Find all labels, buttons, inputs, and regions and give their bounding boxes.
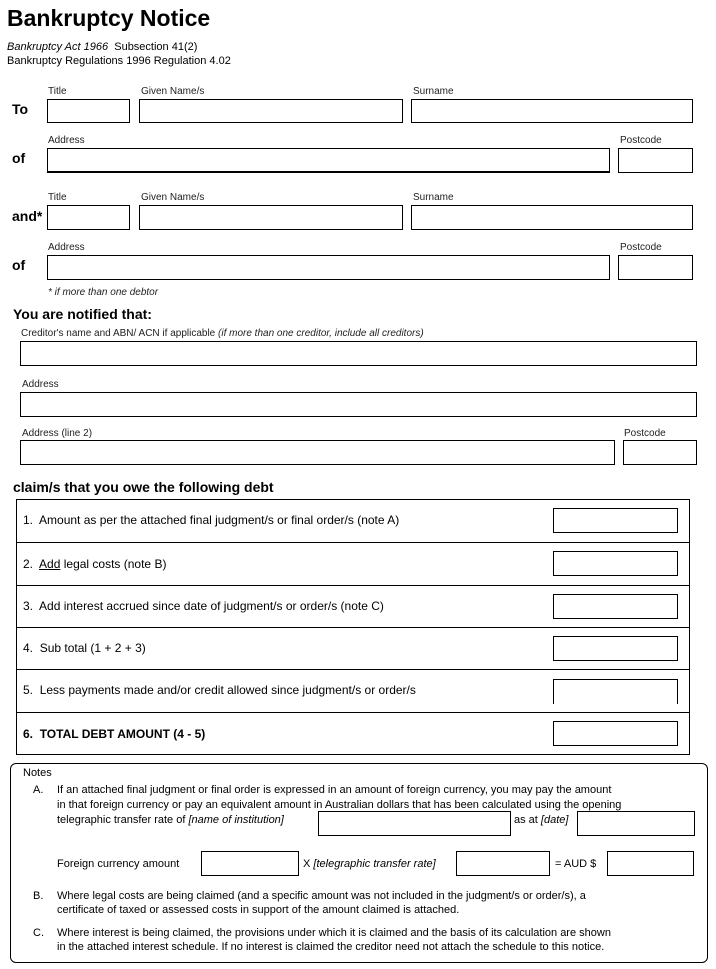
row-num: 6. [23,727,34,741]
times-text: X [303,858,314,870]
row-text: legal costs (note B) [60,557,167,571]
foreign-amount-label: Foreign currency amount [57,858,180,870]
notes-heading: Notes [23,767,52,779]
of-label: of [12,257,26,273]
surname-label: Surname [413,192,454,203]
postcode-label: Postcode [620,242,662,253]
row-label [23,513,399,527]
row-text: TOTAL DEBT AMOUNT (4 - 5) [39,727,206,741]
institution-field[interactable] [318,811,511,836]
table-row [17,669,689,712]
address-label: Address [48,135,85,146]
row-label [23,727,205,741]
address-label: Address [48,242,85,253]
creditor-name-field[interactable] [20,341,697,366]
act-subsection: Subsection 41(2) [114,41,198,53]
debtor1-surname-field[interactable] [411,99,693,123]
and-label: and* [12,208,43,224]
row-num: 1. [23,513,34,527]
debtor2-address-field[interactable] [47,255,610,280]
transfer-rate-placeholder: [telegraphic transfer rate] [313,858,436,870]
regs-line: Bankruptcy Regulations 1996 Regulation 4.02 [7,55,231,67]
table-row [17,499,689,542]
note-a-letter: A. [33,784,44,796]
note-a-line3-text: telegraphic transfer rate of [57,814,189,826]
row-label [23,557,166,571]
row-label [23,599,384,613]
debt-table [16,499,690,755]
row-text-underlined: Add [39,557,61,571]
institution-placeholder: [name of institution] [188,814,284,826]
note-a-line1: If an attached final judgment or final order is expressed in an amount of foreign currency, you may pay the amount [57,784,612,796]
creditor-address-field[interactable] [20,392,697,417]
foreign-amount-field[interactable] [201,851,299,876]
row-text: Amount as per the attached final judgment/s or final order/s (note A) [39,513,400,527]
row-num: 4. [23,641,34,655]
creditor-address2-label: Address (line 2) [22,428,93,439]
debtor1-address-field[interactable] [47,148,610,173]
surname-label: Surname [413,86,454,97]
row-label [23,683,416,697]
debtor2-surname-field[interactable] [411,205,693,230]
note-b-line1: Where legal costs are being claimed (and a specific amount was not included in the judgment/s or order/s), a [57,890,586,902]
debtor1-title-field[interactable] [47,99,130,123]
note-a-line2: in that foreign currency or pay an equivalent amount in Australian dollars that has been calculated using the opening [57,799,622,811]
debtor-footnote: * if more than one debtor [48,287,159,298]
row-text: Less payments made and/or credit allowed since judgment/s or order/s [39,683,416,697]
note-c-letter: C. [33,927,44,939]
notified-heading: You are notified that: [13,306,152,322]
total-amount-field[interactable] [553,721,678,746]
given-name-label: Given Name/s [141,86,205,97]
creditor-address2-field[interactable] [20,440,615,465]
row-text: Add interest accrued since date of judgment/s or order/s (note C) [39,599,384,613]
given-name-label: Given Name/s [141,192,205,203]
title-label: Title [48,86,67,97]
postcode-label: Postcode [620,135,662,146]
transfer-rate-field[interactable] [456,851,550,876]
table-row [17,712,689,755]
debt-heading: claim/s that you owe the following debt [13,479,274,495]
as-at-text: as at [514,814,541,826]
debtor1-postcode-field[interactable] [618,148,693,173]
table-row [17,542,689,585]
debtor1-given-name-field[interactable] [139,99,403,123]
creditor-name-label-note: (if more than one creditor, include all creditors) [218,328,424,339]
debtor2-given-name-field[interactable] [139,205,403,230]
as-at-label [514,813,568,827]
act-name: Bankruptcy Act 1966 [7,41,109,53]
creditor-address-label: Address [22,379,59,390]
creditor-name-label [21,328,424,339]
note-b-letter: B. [33,890,44,902]
amount-field[interactable] [553,679,678,704]
debtor2-postcode-field[interactable] [618,255,693,280]
row-label [23,641,146,655]
row-num: 2. [23,557,34,571]
aud-label: = AUD $ [555,858,597,870]
aud-amount-field[interactable] [607,851,694,876]
page-title: Bankruptcy Notice [7,5,211,31]
note-a-line3 [57,813,284,827]
note-c-line2: in the attached interest schedule. If no interest is claimed the creditor need not attach the schedule to this notice. [57,941,605,953]
amount-field[interactable] [553,594,678,619]
of-label: of [12,150,26,166]
row-num: 5. [23,683,34,697]
to-label: To [12,101,29,117]
debtor2-title-field[interactable] [47,205,130,230]
note-c-line1: Where interest is being claimed, the provisions under which it is claimed and the basis of its calculation are shown [57,927,611,939]
note-b-line2: certificate of taxed or assessed costs in support of the amount claimed is attached. [57,904,460,916]
amount-field[interactable] [553,636,678,661]
row-num: 3. [23,599,34,613]
table-row [17,627,689,669]
creditor-postcode-label: Postcode [624,428,666,439]
date-placeholder: [date] [540,814,569,826]
table-row [17,585,689,627]
act-line [7,41,197,54]
row-text: Sub total (1 + 2 + 3) [39,641,146,655]
date-field[interactable] [577,811,695,836]
creditor-name-label-text: Creditor's name and ABN/ ACN if applicable [21,328,219,339]
transfer-rate-label [303,857,436,871]
creditor-postcode-field[interactable] [623,440,697,465]
title-label: Title [48,192,67,203]
amount-field[interactable] [553,551,678,576]
amount-field[interactable] [553,508,678,533]
